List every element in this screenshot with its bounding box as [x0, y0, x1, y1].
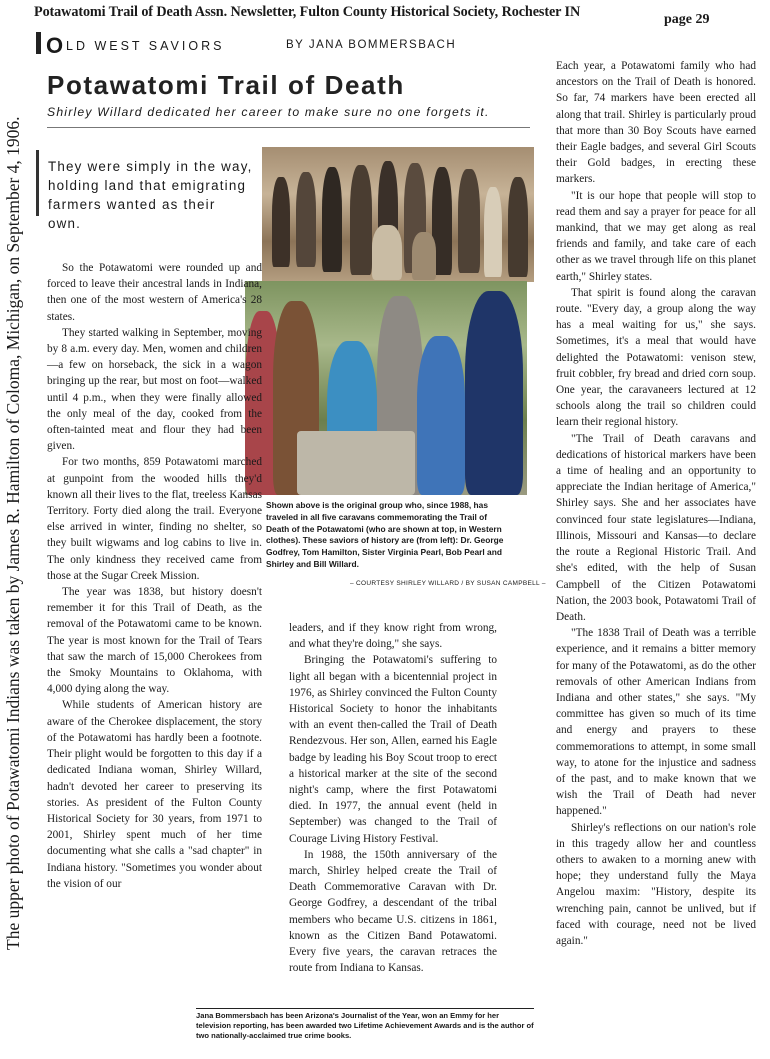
caravan-group-photo: [245, 281, 527, 495]
paragraph: "The 1838 Trail of Death was a terrible experience, and it remains a bitter memory for many of the Potawatomi, as do the other removals of other American Indians from Indiana and other states," she says. "My committee has given so much of its time and energy and prayers to these commemorations to attempt, in some small way, to atone for the injustice and sadness of the past, and to make known that we wish the Trail of Death had never happened.": [556, 627, 756, 818]
author-bio: Jana Bommersbach has been Arizona's Journalist of the Year, won an Emmy for her television reporting, has been awarded two Lifetime Achievement Awards and is the author of two nationally-acclaimed true crime books.: [196, 1011, 534, 1041]
pull-quote: They were simply in the way, holding land that emigrating farmers wanted as their own.: [48, 159, 253, 231]
byline: BY JANA BOMMERSBACH: [286, 39, 457, 51]
paragraph: They started walking in September, moving by 8 a.m. every day. Men, women and children—a few on horseback, the sick in a wagon bringing up the rear, but most on foot—walked until 4 p.m., when they were finally allowed the only meal of the day, cooked from the often-tainted meat and flour they had been given.: [47, 326, 262, 453]
page-number: page 29: [664, 12, 710, 27]
section-initial: O: [46, 33, 64, 58]
bio-rule: [196, 1008, 534, 1009]
paragraph: The year was 1838, but history doesn't remember it for this Trail of Death, as the removal of the Potawatomi came to be known. The year is most known for the Trail of Tears that saw the march of 15,000 Cherokees from the Smoky Mountains to Oklahoma, with 4,000 dying along the way.: [47, 586, 262, 696]
paragraph: Bringing the Potawatomi's suffering to light all began with a bicentennial project in 1976, as Shirley convinced the Fulton County Historical Society to honor the inhabitants with an event then-called the Trail of Death Rendezvous. Her son, Allen, earned his Eagle badge by leading his Boy Scout troop to erect a historical marker at the site of the second night's camp, where the first Potawatomi died. In 1977, the annual event (held in September) was changed to the Trail of Courage Living History Festival.: [289, 654, 497, 845]
title-rule: [47, 127, 530, 128]
article-column-3: [556, 58, 756, 949]
paragraph: In 1988, the 150th anniversary of the march, Shirley helped create the Trail of Death Commemorative Caravan with Dr. George Godfrey, a descendant of the tribal members who became U.S. citizens in 1861, known as the Citizen Band Potawatomi. Every five years, the caravan retraces the route from Indiana to Kansas.: [289, 848, 497, 975]
running-header: Potawatomi Trail of Death Assn. Newsletter, Fulton County Historical Society, Rochester IN: [34, 4, 581, 20]
paragraph: "The Trail of Death caravans and dedications of historical markers have been a time of healing and an opportunity to appreciate the Indian heritage of America," Shirley says. She and her associates have convinced four state legislatures—Indiana, Illinois, Missouri and Kansas—to declare the route a Regional Historic Trail. And she's edited, with the help of Susan Campbell of the Citizen Potawatomi Nation, the 2003 book, Potawatomi Trail of Death.: [556, 432, 756, 623]
article-column-2: [289, 620, 497, 976]
paragraph: "It is our hope that people will stop to read them and say a prayer for peace for all mankind, that we may get along as real friends and family, and take care of each other as we travel through life on this planet earth," Shirley states.: [556, 189, 756, 283]
article-subtitle: Shirley Willard dedicated her career to make sure no one forgets it.: [47, 105, 490, 119]
paragraph: So the Potawatomi were rounded up and forced to leave their ancestral lands in Indiana, then one of the most western of America's 28 states.: [47, 262, 262, 323]
section-label: LD WEST SAVIORS: [66, 39, 225, 53]
pull-quote-bar: [36, 150, 39, 216]
article-column-1: [47, 260, 262, 892]
historic-group-photo: [262, 147, 534, 282]
section-marker-bar: [36, 32, 41, 54]
photo-caption: Shown above is the original group who, since 1988, has traveled in all five caravans commemorating the Trail of Death of the Potawatomi (who are shown at top, in Western clothes). These saviors of history are (from left): Dr. George Godfrey, Tom Hamilton, Sister Virginia Pearl, Bob Pearl and Shirley and Bill Willard.: [266, 500, 504, 569]
paragraph: Shirley's reflections on our nation's role in this tragedy allow her and countless others to awaken to a morning anew with hope; they understand fully the Maya Angelou maxim: "History, despite its wrenching pain, cannot be unlived, but if faced with courage, need not be lived again.": [556, 821, 756, 947]
photo-credit-side-note: The upper photo of Potawatomi Indians was taken by James R. Hamilton of Coloma, Michigan, on September 4, 1906.: [3, 116, 23, 950]
paragraph: While students of American history are aware of the Cherokee displacement, the story of the Potawatomi has hardly been a footnote. Their plight would be forgotten to this day if a dedicated Indiana woman, Shirley Willard, hadn't devoted her career to preserving its stories. As president of the Fulton County Historical Society for 30 years, from 1971 to 2001, Shirley spent much of her time documenting what she calls a "sad chapter" in Indiana history. "Sometimes you wonder about the vision of our: [47, 699, 262, 890]
paragraph: For two months, 859 Potawatomi marched at gunpoint from the wooded hills they'd known all their lives to the flat, treeless Kansas Territory. Forty died along the trail. Everyone else arrived in winter, finding no shelter, so they built wigwams and log cabins to live in. The only kindness they received came from those at the Sugar Creek Mission.: [47, 456, 262, 582]
paragraph: Each year, a Potawatomi family who had ancestors on the Trail of Death is honored. So far, 74 markers have been erected all along that trail. Shirley is particularly proud that more than 30 Boy Scouts have earned their Eagle badges, and several Girl Scouts their Gold badges, in erecting these markers.: [556, 60, 756, 186]
paragraph: That spirit is found along the caravan route. "Every day, a group along the way has a meal waiting for us," she says. Sometimes, it's a meal that would have delighted the Potawatomi: venison stew, fruit cobbler, fry bread and dried corn soup. One year, the caravaneers lectured at 12 schools along the trail so children could learn their regional history.: [556, 286, 756, 429]
article-title: Potawatomi Trail of Death: [47, 70, 405, 100]
photo-credit: – COURTESY SHIRLEY WILLARD / BY SUSAN CAMPBELL –: [350, 580, 546, 587]
paragraph: leaders, and if they know right from wrong, and what they're doing," she says.: [289, 622, 497, 651]
